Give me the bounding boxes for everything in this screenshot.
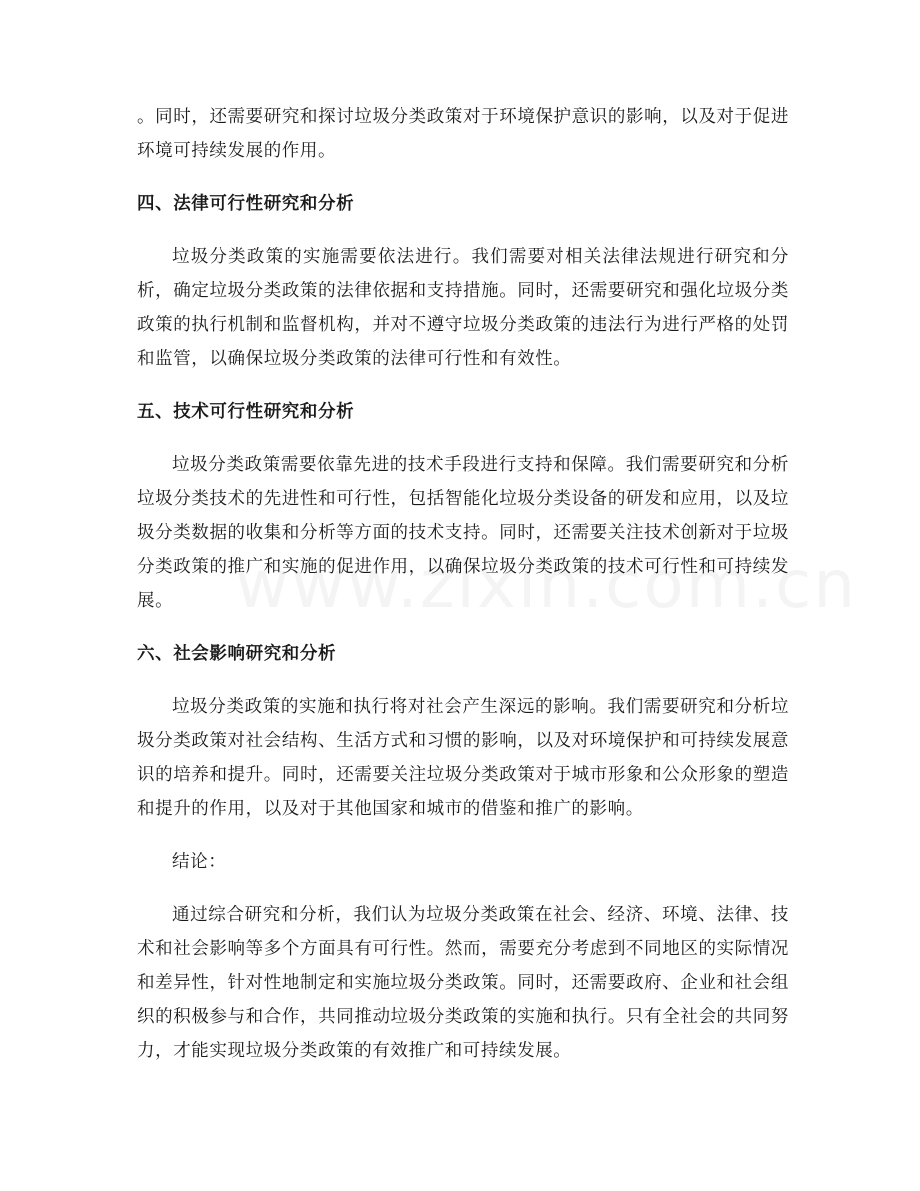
section-4-paragraph: 垃圾分类政策的实施需要依法进行。我们需要对相关法律法规进行研究和分析，确定垃圾分类政策的法律依据和支持措施。同时，还需要研究和强化垃圾分类政策的执行机制和监督机构，并对不遵守垃圾分类政策的违法行为进行严格的处罚和监管，以确保垃圾分类政策的法律可行性和有效性。 <box>137 247 789 369</box>
spacer <box>137 168 789 187</box>
section-4-heading: 四、法律可行性研究和分析 <box>137 194 355 214</box>
section-6-paragraph: 垃圾分类政策的实施和执行将对社会产生深远的影响。我们需要研究和分析垃圾分类政策对社会结构、生活方式和习惯的影响，以及对环境保护和可持续发展意识的培养和提升。同时，还需要关注垃圾分类政策对于城市形象和公众形象的塑造和提升的作用，以及对于其他国家和城市的借鉴和推广的影响。 <box>137 697 789 819</box>
section-5-paragraph: 垃圾分类政策需要依靠先进的技术手段进行支持和保障。我们需要研究和分析垃圾分类技术的先进性和可行性，包括智能化垃圾分类设备的研发和应用，以及垃圾分类数据的收集和分析等方面的技术支持。同时，还需要关注技术创新对于垃圾分类政策的推广和实施的促进作用，以确保垃圾分类政策的技术可行性和可持续发展。 <box>137 455 789 611</box>
spacer <box>137 671 789 690</box>
spacer <box>137 879 789 898</box>
spacer <box>137 618 789 637</box>
section-6-heading: 六、社会影响研究和分析 <box>137 644 337 664</box>
conclusion-paragraph: 通过综合研究和分析，我们认为垃圾分类政策在社会、经济、环境、法律、技术和社会影响等多个方面具有可行性。然而，需要充分考虑到不同地区的实际情况和差异性，针对性地制定和实施垃圾分类政策。同时，还需要政府、企业和社会组织的积极参与和合作，共同推动垃圾分类政策的实施和执行。只有全社会的共同努力，才能实现垃圾分类政策的有效推广和可持续发展。 <box>137 905 789 1061</box>
document-body <box>137 100 789 1068</box>
conclusion-label: 结论： <box>172 852 227 872</box>
spacer <box>137 376 789 395</box>
intro-paragraph: 。同时，还需要研究和探讨垃圾分类政策对于环境保护意识的影响，以及对于促进环境可持续发展的作用。 <box>137 107 789 161</box>
spacer <box>137 429 789 448</box>
section-5-heading: 五、技术可行性研究和分析 <box>137 402 355 422</box>
spacer <box>137 221 789 240</box>
spacer <box>137 826 789 845</box>
